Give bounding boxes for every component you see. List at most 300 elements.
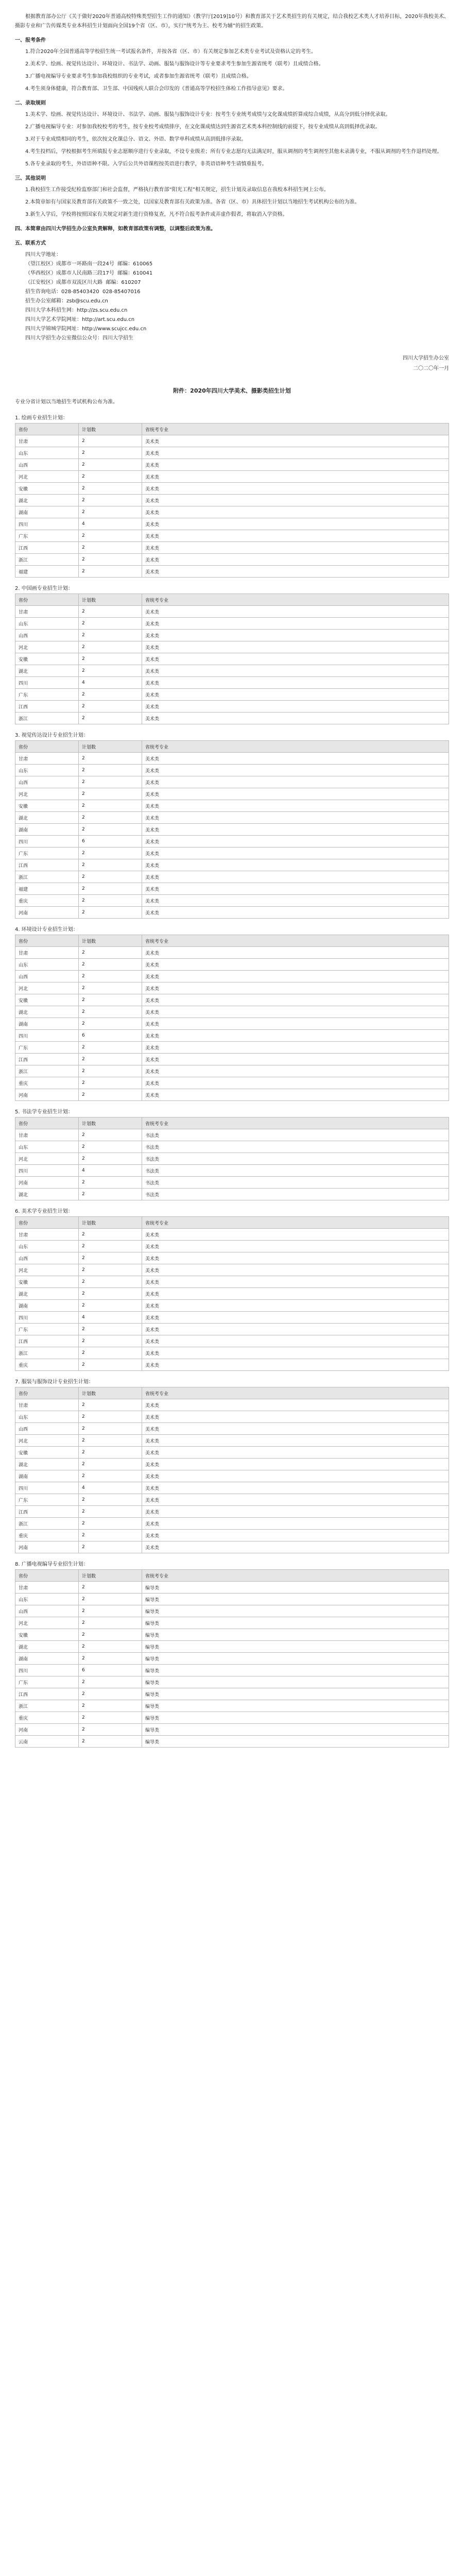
table-cell: 2 — [79, 907, 142, 919]
table-cell: 编导类 — [142, 1676, 449, 1688]
table-cell: 美术类 — [142, 1300, 449, 1312]
table-cell: 湖北 — [15, 1288, 79, 1300]
table-row — [15, 1605, 449, 1617]
table-cell: 浙江 — [15, 1700, 79, 1712]
table-cell: 山西 — [15, 459, 79, 471]
table-cell: 2 — [79, 495, 142, 506]
table-row — [15, 1264, 449, 1276]
table-cell: 美术类 — [142, 800, 449, 812]
document-page — [15, 0, 449, 1768]
section-paragraph: 4.考生投档后，学校根据考生所填报专业志愿顺序进行专业录取，不设专业级差；所有专业志愿均无法满足时，服从调剂的考生调剂至其他未录满专业，不服从调剂的考生作退档处理。 — [25, 149, 442, 155]
table-row — [15, 1617, 449, 1629]
table-header-cell: 计划数 — [79, 594, 142, 606]
table-row — [15, 701, 449, 713]
section-paragraph: 5.各专业录取的考生，外语语种不限。入学后公共外语课程按英语进行教学，非英语语种考生请慎重报考。 — [25, 161, 267, 167]
table-cell: 美术类 — [142, 1312, 449, 1324]
table-header-cell: 省统考专业 — [142, 423, 449, 435]
contact-line: （江安校区）成都市双流区川大路 邮编：610207 — [25, 280, 141, 285]
table-cell: 4 — [79, 518, 142, 530]
table-cell: 书法类 — [142, 1189, 449, 1200]
table-cell: 编导类 — [142, 1605, 449, 1617]
table-cell: 编导类 — [142, 1736, 449, 1748]
table-cell: 美术类 — [142, 665, 449, 677]
table-header-cell: 省统考专业 — [142, 1387, 449, 1399]
table-cell: 2 — [79, 1189, 142, 1200]
contact-line[interactable]: 招生办公室邮箱：zsb@scu.edu.cn — [25, 298, 108, 304]
table-cell: 2 — [79, 1724, 142, 1736]
table-row — [15, 776, 449, 788]
table-cell: 美术类 — [142, 1252, 449, 1264]
table-header-cell: 计划数 — [79, 935, 142, 947]
table-row — [15, 788, 449, 800]
table-cell: 山西 — [15, 1252, 79, 1264]
contact-line: （华西校区）成都市人民南路三段17号 邮编：610041 — [25, 270, 153, 276]
table-cell: 美术类 — [142, 788, 449, 800]
table-row — [15, 1447, 449, 1459]
table-cell: 书法类 — [142, 1177, 449, 1189]
table-cell: 2 — [79, 947, 142, 959]
table-cell: 河南 — [15, 1089, 79, 1101]
section-paragraph: 3.新生入学后，学校将按照国家有关规定对新生进行资格复查，凡不符合报考条件或弄虚作假者，将取消入学资格。 — [25, 212, 288, 217]
table-cell: 2 — [79, 1617, 142, 1629]
table-cell: 美术类 — [142, 1359, 449, 1371]
table-cell: 美术类 — [142, 566, 449, 578]
table-cell: 编导类 — [142, 1665, 449, 1676]
table-cell: 2 — [79, 1264, 142, 1276]
table-cell: 美术类 — [142, 1399, 449, 1411]
table-row — [15, 765, 449, 776]
table-title: 8. 广播电视编导专业招生计划： — [15, 1562, 89, 1567]
table-cell: 2 — [79, 641, 142, 653]
contact-line: 四川大学地址： — [25, 252, 61, 258]
table-cell: 6 — [79, 1030, 142, 1042]
table-cell: 湖南 — [15, 1653, 79, 1665]
table-cell: 重庆 — [15, 1077, 79, 1089]
table-header-cell: 省份 — [15, 1217, 79, 1229]
contact-line[interactable]: 四川大学艺术学院网址：http://art.scu.edu.cn — [25, 317, 135, 323]
section-paragraph: 3.对于专业成绩相同的考生，依次按文化课总分、语文、外语、数学单科成绩从高到低排序录取。 — [25, 137, 247, 142]
table-cell: 6 — [79, 836, 142, 848]
table-cell: 编导类 — [142, 1700, 449, 1712]
table-row — [15, 566, 449, 578]
table-cell: 美术类 — [142, 994, 449, 1006]
table-cell: 2 — [79, 1447, 142, 1459]
table-header-row — [15, 1117, 449, 1129]
enrollment-table — [15, 594, 449, 724]
table-cell: 编导类 — [142, 1582, 449, 1594]
table-cell: 美术类 — [142, 701, 449, 713]
table-row — [15, 1288, 449, 1300]
table-cell: 美术类 — [142, 1042, 449, 1054]
table-row — [15, 630, 449, 641]
table-row — [15, 959, 449, 971]
table-row — [15, 1665, 449, 1676]
section-heading: 三、其他说明 — [15, 176, 46, 181]
table-row — [15, 1077, 449, 1089]
table-cell: 美术类 — [142, 1241, 449, 1252]
table-cell: 2 — [79, 435, 142, 447]
table-cell: 美术类 — [142, 871, 449, 883]
enrollment-table — [15, 935, 449, 1101]
contact-line[interactable]: 四川大学本科招生网：http://zs.scu.edu.cn — [25, 308, 128, 313]
table-cell: 山东 — [15, 765, 79, 776]
table-cell: 湖南 — [15, 1018, 79, 1030]
table-cell: 2 — [79, 1494, 142, 1506]
table-header-row — [15, 935, 449, 947]
table-cell: 美术类 — [142, 713, 449, 724]
table-row — [15, 895, 449, 907]
table-cell: 美术类 — [142, 883, 449, 895]
table-cell: 编导类 — [142, 1712, 449, 1724]
table-cell: 河南 — [15, 1541, 79, 1553]
table-row — [15, 1252, 449, 1264]
table-cell: 广东 — [15, 1042, 79, 1054]
table-cell: 2 — [79, 471, 142, 483]
table-row — [15, 1300, 449, 1312]
table-row — [15, 753, 449, 765]
table-row — [15, 447, 449, 459]
table-cell: 2 — [79, 1141, 142, 1153]
table-title: 3. 视觉传达设计专业招生计划： — [15, 733, 89, 738]
table-cell: 书法类 — [142, 1129, 449, 1141]
table-cell: 重庆 — [15, 895, 79, 907]
table-cell: 重庆 — [15, 1530, 79, 1541]
table-header-cell: 省份 — [15, 423, 79, 435]
table-cell: 4 — [79, 677, 142, 689]
section-paragraph: 1.我校招生工作接受纪检监察部门和社会监督，严格执行教育部“阳光工程”相关规定，招生计划及录取信息在我校本科招生网上公布。 — [25, 187, 329, 193]
table-cell: 美术类 — [142, 1077, 449, 1089]
table-cell: 4 — [79, 1482, 142, 1494]
table-header-cell: 省统考专业 — [142, 1117, 449, 1129]
table-cell: 美术类 — [142, 630, 449, 641]
table-cell: 2 — [79, 530, 142, 542]
table-row — [15, 848, 449, 859]
table-cell: 湖北 — [15, 1006, 79, 1018]
table-header-cell: 省份 — [15, 594, 79, 606]
table-cell: 安徽 — [15, 1276, 79, 1288]
table-cell: 山西 — [15, 776, 79, 788]
table-row — [15, 483, 449, 495]
table-cell: 山东 — [15, 618, 79, 630]
table-cell: 湖北 — [15, 1459, 79, 1470]
table-cell: 河南 — [15, 907, 79, 919]
intro-paragraph: 根据教育部办公厅《关于做好2020年普通高校特殊类型招生工作的通知》（教学厅[2019]10号）和教育部关于艺术类招生的有关规定，结合我校艺术类人才培养目标，2020年我校美术、摄影专业和广告传媒类专业本科招生计划面向全国19个省（区、市），实行“统考为主、校考为辅”的招生政策。 — [15, 14, 449, 29]
table-cell: 四川 — [15, 1312, 79, 1324]
table-cell: 美术类 — [142, 1530, 449, 1541]
table-row — [15, 907, 449, 919]
table-row — [15, 1518, 449, 1530]
table-cell: 美术类 — [142, 495, 449, 506]
table-cell: 江西 — [15, 1054, 79, 1065]
table-cell: 美术类 — [142, 506, 449, 518]
table-cell: 2 — [79, 1411, 142, 1423]
table-cell: 2 — [79, 506, 142, 518]
table-cell: 湖南 — [15, 1300, 79, 1312]
table-cell: 2 — [79, 701, 142, 713]
table-cell: 美术类 — [142, 1018, 449, 1030]
table-cell: 美术类 — [142, 677, 449, 689]
table-cell: 美术类 — [142, 1264, 449, 1276]
table-cell: 2 — [79, 1653, 142, 1665]
contact-line: 四川大学招生办公室微信公众号：四川大学招生 — [25, 335, 133, 341]
table-row — [15, 1724, 449, 1736]
table-cell: 湖南 — [15, 506, 79, 518]
table-cell: 美术类 — [142, 859, 449, 871]
table-row — [15, 689, 449, 701]
table-cell: 2 — [79, 1629, 142, 1641]
table-cell: 6 — [79, 1665, 142, 1676]
table-cell: 江西 — [15, 1335, 79, 1347]
contact-line: 招生咨询电话：028-85403420 028-85407016 — [25, 289, 141, 295]
table-row — [15, 1065, 449, 1077]
table-row — [15, 1688, 449, 1700]
table-cell: 2 — [79, 1077, 142, 1089]
attachment-title: 附件：2020年四川大学美术、摄影类招生计划 — [173, 387, 291, 394]
table-row — [15, 665, 449, 677]
section-paragraph: 2.美术学、绘画、视觉传达设计、环境设计、书法学、动画、服装与服饰设计等专业要求考生参加生源省统考（联考）且成绩合格。 — [25, 61, 324, 67]
table-row — [15, 1736, 449, 1748]
table-cell: 山西 — [15, 971, 79, 982]
table-cell: 编导类 — [142, 1724, 449, 1736]
table-cell: 2 — [79, 1089, 142, 1101]
table-cell: 2 — [79, 765, 142, 776]
table-cell: 美术类 — [142, 1541, 449, 1553]
table-header-cell: 计划数 — [79, 741, 142, 753]
table-cell: 2 — [79, 1324, 142, 1335]
enrollment-table — [15, 1569, 449, 1748]
table-cell: 美术类 — [142, 895, 449, 907]
table-row — [15, 435, 449, 447]
table-cell: 美术类 — [142, 824, 449, 836]
table-cell: 2 — [79, 1153, 142, 1165]
table-cell: 美术类 — [142, 1065, 449, 1077]
table-row — [15, 471, 449, 483]
table-cell: 河北 — [15, 641, 79, 653]
table-row — [15, 1054, 449, 1065]
table-cell: 美术类 — [142, 753, 449, 765]
table-cell: 书法类 — [142, 1141, 449, 1153]
table-cell: 美术类 — [142, 554, 449, 566]
table-cell: 广东 — [15, 530, 79, 542]
table-cell: 浙江 — [15, 1518, 79, 1530]
table-row — [15, 982, 449, 994]
table-cell: 编导类 — [142, 1629, 449, 1641]
contact-line: （望江校区）成都市一环路南一段24号 邮编：610065 — [25, 261, 153, 267]
table-cell: 美术类 — [142, 776, 449, 788]
table-cell: 美术类 — [142, 1423, 449, 1435]
table-row — [15, 518, 449, 530]
table-cell: 河北 — [15, 1435, 79, 1447]
table-row — [15, 1312, 449, 1324]
table-cell: 美术类 — [142, 1506, 449, 1518]
table-cell: 广东 — [15, 1324, 79, 1335]
table-header-cell: 省份 — [15, 935, 79, 947]
table-cell: 河南 — [15, 1724, 79, 1736]
table-cell: 河北 — [15, 788, 79, 800]
table-cell: 2 — [79, 895, 142, 907]
table-cell: 福建 — [15, 883, 79, 895]
table-row — [15, 1165, 449, 1177]
section-paragraph: 2.广播电视编导专业：对参加我校校考的考生，按专业校考成绩排序，在文化课成绩达到生源省艺术类本科控制线的前提下，按专业成绩从高到低择优录取。 — [25, 124, 381, 130]
table-cell: 2 — [79, 1688, 142, 1700]
table-header-cell: 省份 — [15, 741, 79, 753]
table-cell: 山东 — [15, 1411, 79, 1423]
table-header-cell: 计划数 — [79, 1387, 142, 1399]
attachment-note: 专业分省计划以当地招生考试机构公布为准。 — [15, 399, 118, 405]
table-cell: 美术类 — [142, 971, 449, 982]
table-row — [15, 1177, 449, 1189]
table-cell: 美术类 — [142, 447, 449, 459]
table-cell: 4 — [79, 1312, 142, 1324]
table-cell: 浙江 — [15, 554, 79, 566]
table-header-row — [15, 1387, 449, 1399]
table-cell: 2 — [79, 1594, 142, 1605]
table-cell: 甘肃 — [15, 1229, 79, 1241]
table-cell: 广东 — [15, 689, 79, 701]
table-cell: 2 — [79, 1042, 142, 1054]
table-cell: 美术类 — [142, 1030, 449, 1042]
table-row — [15, 1459, 449, 1470]
table-header-cell: 省份 — [15, 1570, 79, 1582]
table-cell: 2 — [79, 1399, 142, 1411]
sections — [15, 36, 449, 248]
table-cell: 云南 — [15, 1736, 79, 1748]
table-cell: 江西 — [15, 859, 79, 871]
table-row — [15, 1359, 449, 1371]
table-cell: 湖南 — [15, 1470, 79, 1482]
table-cell: 2 — [79, 982, 142, 994]
table-row — [15, 653, 449, 665]
table-row — [15, 1506, 449, 1518]
table-cell: 湖北 — [15, 665, 79, 677]
table-row — [15, 1641, 449, 1653]
table-row — [15, 871, 449, 883]
table-row — [15, 836, 449, 848]
table-cell: 广东 — [15, 1494, 79, 1506]
table-cell: 美术类 — [142, 1006, 449, 1018]
table-row — [15, 1241, 449, 1252]
table-cell: 2 — [79, 1065, 142, 1077]
table-cell: 2 — [79, 1541, 142, 1553]
table-cell: 2 — [79, 1605, 142, 1617]
table-title: 5. 书法学专业招生计划： — [15, 1109, 73, 1115]
table-cell: 2 — [79, 848, 142, 859]
table-cell: 2 — [79, 859, 142, 871]
table-row — [15, 1006, 449, 1018]
table-row — [15, 994, 449, 1006]
table-cell: 江西 — [15, 1688, 79, 1700]
table-cell: 美术类 — [142, 765, 449, 776]
table-cell: 2 — [79, 1676, 142, 1688]
table-cell: 四川 — [15, 677, 79, 689]
attachment-tables — [15, 413, 449, 1748]
table-cell: 2 — [79, 447, 142, 459]
table-row — [15, 971, 449, 982]
table-row — [15, 1676, 449, 1688]
table-header-cell: 省统考专业 — [142, 594, 449, 606]
table-cell: 美术类 — [142, 1494, 449, 1506]
table-cell: 2 — [79, 1288, 142, 1300]
table-cell: 2 — [79, 1177, 142, 1189]
table-cell: 2 — [79, 971, 142, 982]
table-cell: 福建 — [15, 566, 79, 578]
table-cell: 山东 — [15, 1594, 79, 1605]
contact-line[interactable]: 四川大学锦城学院网址：http://www.scujcc.edu.cn — [25, 326, 147, 332]
table-row — [15, 1141, 449, 1153]
table-cell: 美术类 — [142, 1276, 449, 1288]
table-cell: 河北 — [15, 471, 79, 483]
table-row — [15, 1153, 449, 1165]
table-cell: 浙江 — [15, 1347, 79, 1359]
table-cell: 2 — [79, 606, 142, 618]
table-cell: 2 — [79, 1229, 142, 1241]
table-cell: 广东 — [15, 1676, 79, 1688]
table-header-cell: 省统考专业 — [142, 935, 449, 947]
table-cell: 2 — [79, 1241, 142, 1252]
table-cell: 美术类 — [142, 907, 449, 919]
table-cell: 2 — [79, 713, 142, 724]
table-row — [15, 1435, 449, 1447]
table-row — [15, 1189, 449, 1200]
table-cell: 山东 — [15, 447, 79, 459]
table-cell: 甘肃 — [15, 1129, 79, 1141]
table-row — [15, 713, 449, 724]
table-cell: 山东 — [15, 1241, 79, 1252]
table-row — [15, 812, 449, 824]
table-cell: 书法类 — [142, 1165, 449, 1177]
table-row — [15, 1653, 449, 1665]
table-cell: 重庆 — [15, 1359, 79, 1371]
contact-block — [15, 250, 449, 343]
table-cell: 编导类 — [142, 1641, 449, 1653]
table-header-row — [15, 1570, 449, 1582]
table-cell: 四川 — [15, 518, 79, 530]
signoff-date: 二〇二〇年一月 — [413, 366, 449, 371]
table-row — [15, 800, 449, 812]
table-cell: 2 — [79, 653, 142, 665]
table-cell: 2 — [79, 1641, 142, 1653]
table-cell: 2 — [79, 1006, 142, 1018]
table-row — [15, 1482, 449, 1494]
table-cell: 安徽 — [15, 653, 79, 665]
table-cell: 四川 — [15, 1665, 79, 1676]
section-heading: 二、录取规则 — [15, 100, 46, 106]
table-row — [15, 1276, 449, 1288]
table-cell: 编导类 — [142, 1617, 449, 1629]
table-cell: 美术类 — [142, 812, 449, 824]
table-cell: 美术类 — [142, 1447, 449, 1459]
table-cell: 浙江 — [15, 1065, 79, 1077]
table-cell: 2 — [79, 1300, 142, 1312]
table-cell: 2 — [79, 1054, 142, 1065]
section-heading: 五、联系方式 — [15, 241, 46, 246]
table-cell: 4 — [79, 1165, 142, 1177]
table-header-cell: 计划数 — [79, 1570, 142, 1582]
table-cell: 2 — [79, 1276, 142, 1288]
table-cell: 四川 — [15, 1165, 79, 1177]
table-row — [15, 883, 449, 895]
table-cell: 美术类 — [142, 836, 449, 848]
table-row — [15, 1018, 449, 1030]
table-cell: 2 — [79, 1518, 142, 1530]
table-cell: 美术类 — [142, 483, 449, 495]
table-title: 1. 绘画专业招生计划： — [15, 415, 68, 421]
table-row — [15, 1470, 449, 1482]
table-cell: 美术类 — [142, 542, 449, 554]
table-cell: 2 — [79, 542, 142, 554]
table-row — [15, 1399, 449, 1411]
section-heading: 一、报考条件 — [15, 38, 46, 43]
